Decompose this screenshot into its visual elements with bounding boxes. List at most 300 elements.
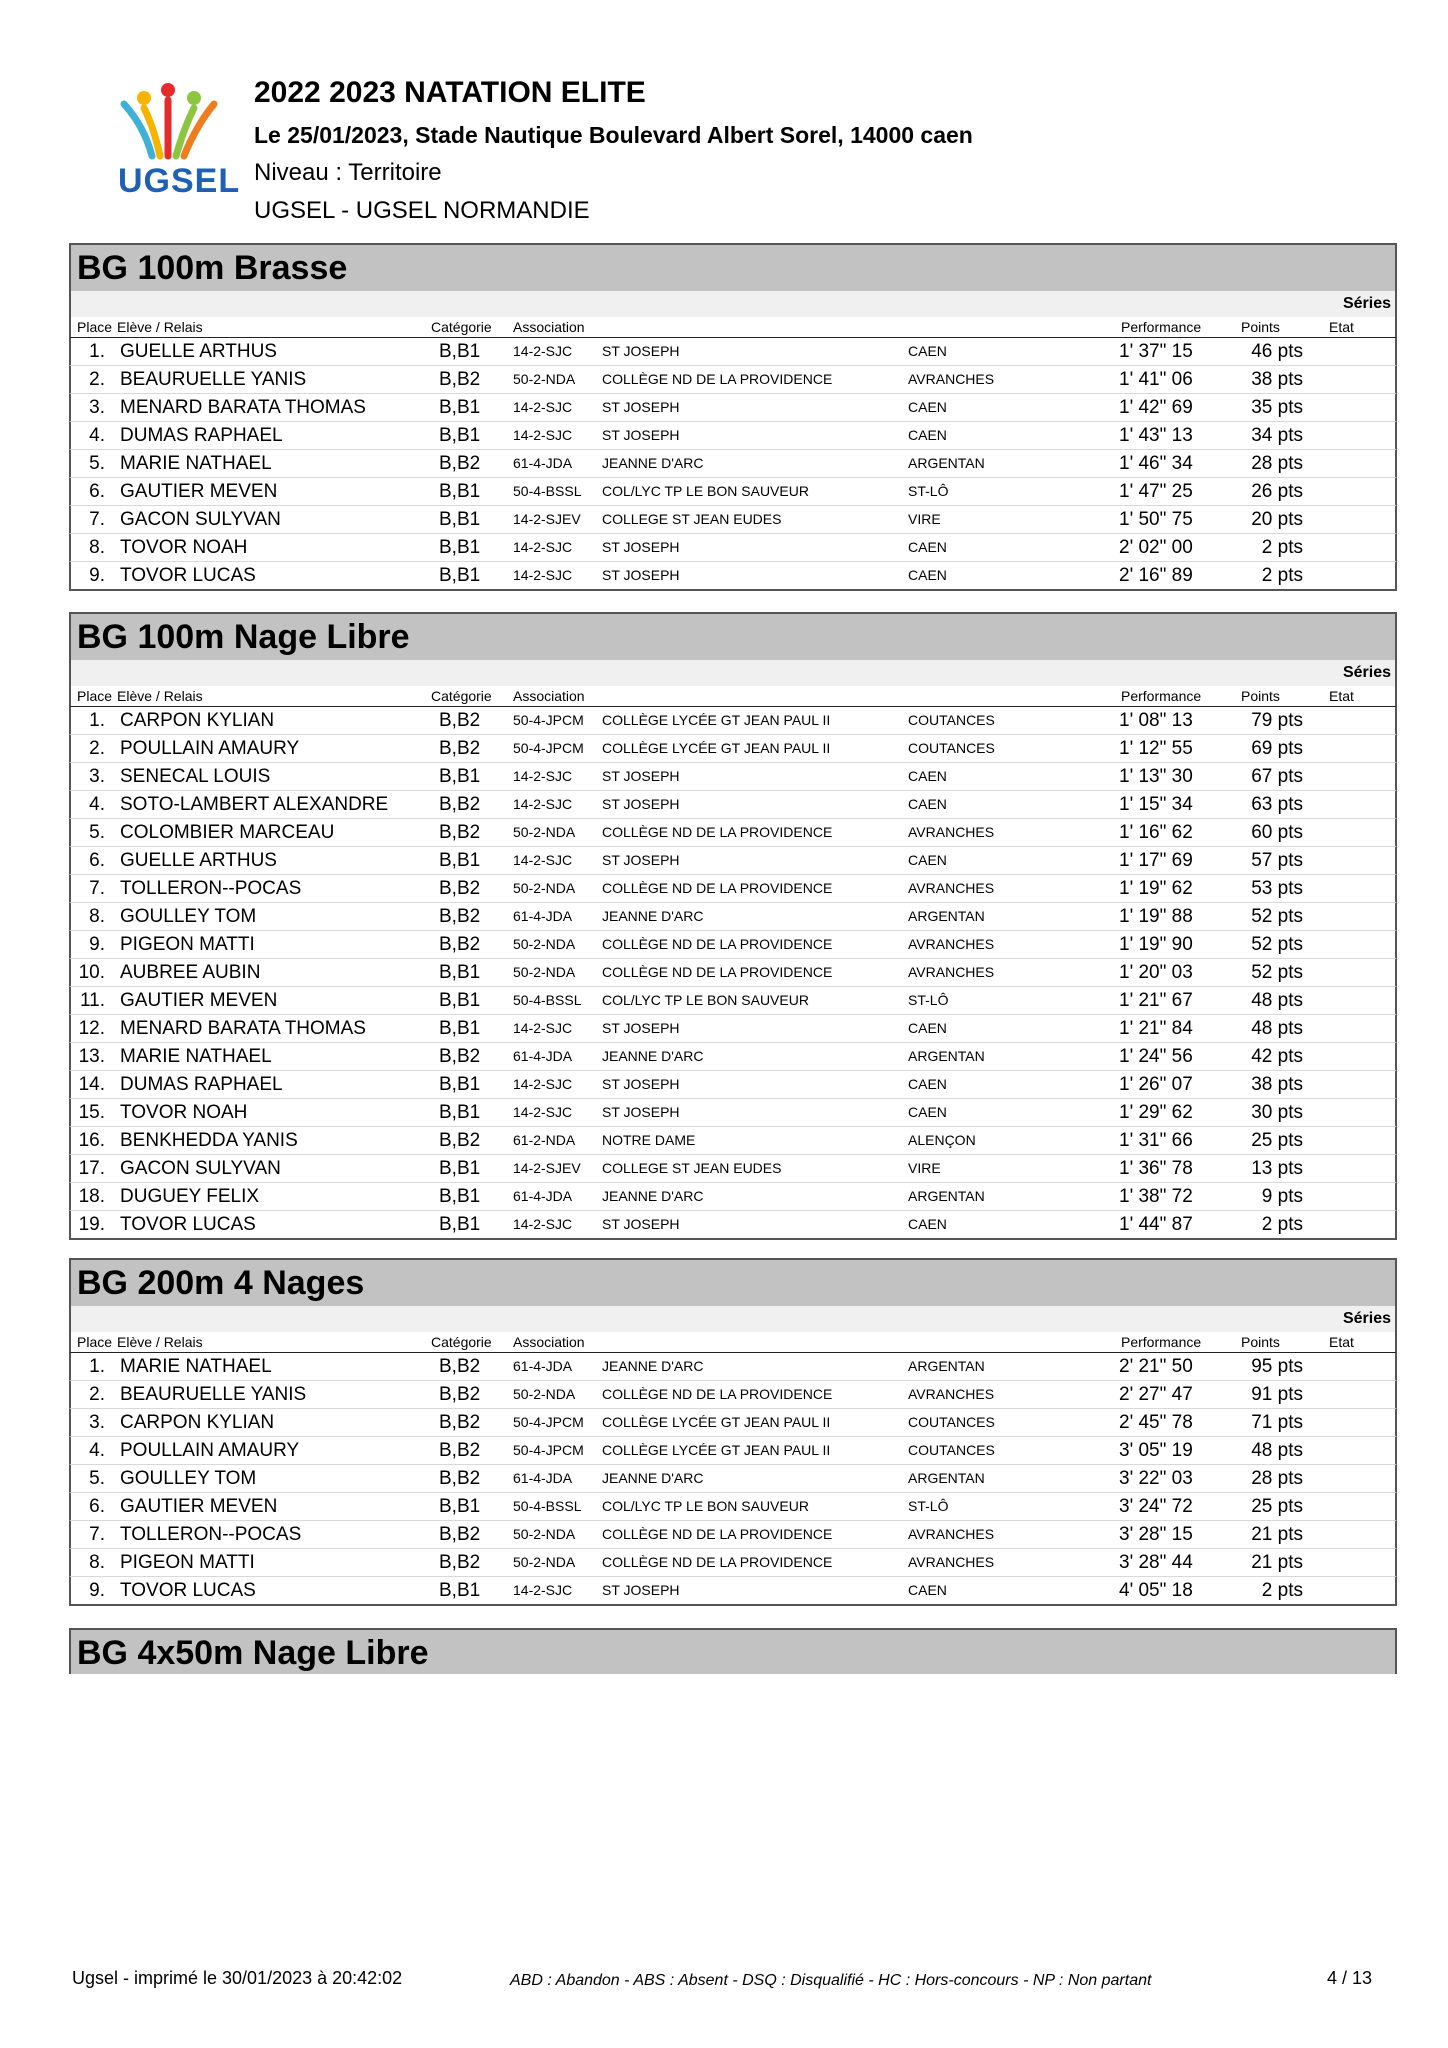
points-cell: 48 pts [1251,990,1303,1011]
category-cell: B,B1 [439,537,481,558]
city-cell: ARGENTAN [908,1188,985,1204]
city-cell: ST-LÔ [908,992,949,1008]
category-cell: B,B2 [439,822,481,843]
points-cell: 25 pts [1251,1496,1303,1517]
table-row [69,562,1397,591]
association-code-cell: 50-2-NDA [513,371,576,387]
school-cell: COLLÈGE ND DE LA PROVIDENCE [602,880,833,896]
association-code-cell: 50-4-BSSL [513,483,582,499]
points-cell: 52 pts [1251,934,1303,955]
category-cell: B,B1 [439,850,481,871]
city-cell: CAEN [908,1076,947,1092]
swimmer-name-cell: AUBREE AUBIN [120,962,261,983]
city-cell: ARGENTAN [908,1358,985,1374]
association-code-cell: 61-4-JDA [513,1358,573,1374]
association-code-cell: 61-4-JDA [513,908,573,924]
place-cell: 2. [89,1384,105,1405]
performance-cell: 1' 38" 72 [1119,1186,1193,1207]
association-code-cell: 14-2-SJEV [513,511,581,527]
points-cell: 69 pts [1251,738,1303,759]
swimmer-name-cell: POULLAIN AMAURY [120,738,300,759]
column-header-place: Place [77,1334,113,1350]
table-row [69,1409,1397,1437]
association-code-cell: 14-2-SJC [513,1076,573,1092]
table-row [69,1043,1397,1071]
table-row [69,735,1397,763]
swimmer-name-cell: TOVOR NOAH [120,1102,248,1123]
swimmer-name-cell: MARIE NATHAEL [120,1356,272,1377]
association-code-cell: 14-2-SJC [513,343,573,359]
association-code-cell: 14-2-SJC [513,796,573,812]
city-cell: COUTANCES [908,740,995,756]
place-cell: 16. [78,1130,105,1151]
performance-cell: 1' 44" 87 [1119,1214,1193,1235]
category-cell: B,B2 [439,934,481,955]
place-cell: 4. [89,1440,105,1461]
column-header-points: Points [1241,319,1280,335]
performance-cell: 2' 45" 78 [1119,1412,1193,1433]
school-cell: COLLÈGE ND DE LA PROVIDENCE [602,936,833,952]
swimmer-name-cell: DUMAS RAPHAEL [120,1074,283,1095]
swimmer-name-cell: CARPON KYLIAN [120,710,275,731]
column-header-performance: Performance [1121,688,1202,704]
event-header [69,1628,1397,1674]
school-cell: ST JOSEPH [602,1020,680,1036]
association-code-cell: 50-2-NDA [513,1554,576,1570]
category-cell: B,B2 [439,710,481,731]
organization-name: UGSEL - UGSEL NORMANDIE [254,197,590,224]
school-cell: COLLÈGE LYCÉE GT JEAN PAUL II [602,1442,831,1458]
points-cell: 79 pts [1251,710,1303,731]
swimmer-name-cell: BENKHEDDA YANIS [120,1130,298,1151]
swimmer-name-cell: MARIE NATHAEL [120,1046,272,1067]
event-section [69,243,1397,591]
association-code-cell: 50-2-NDA [513,936,576,952]
place-cell: 6. [89,1496,105,1517]
place-cell: 12. [78,1018,105,1039]
school-cell: ST JOSEPH [602,1104,680,1120]
table-row [69,1353,1397,1381]
city-cell: ARGENTAN [908,455,985,471]
place-cell: 8. [89,537,105,558]
page-title: 2022 2023 NATATION ELITE [254,76,646,109]
competition-level: Niveau : Territoire [254,159,442,186]
category-cell: B,B1 [439,1580,481,1601]
place-cell: 3. [89,397,105,418]
category-cell: B,B2 [439,1524,481,1545]
table-row [69,819,1397,847]
table-row [69,1071,1397,1099]
city-cell: AVRANCHES [908,964,995,980]
series-band [69,1306,1397,1332]
association-code-cell: 14-2-SJC [513,567,573,583]
points-cell: 2 pts [1261,1580,1303,1601]
school-cell: NOTRE DAME [602,1132,696,1148]
swimmer-figures-icon [104,76,232,166]
place-cell: 17. [78,1158,105,1179]
city-cell: ARGENTAN [908,908,985,924]
association-code-cell: 14-2-SJC [513,768,573,784]
performance-cell: 3' 22" 03 [1119,1468,1193,1489]
points-cell: 28 pts [1251,1468,1303,1489]
table-row [69,1493,1397,1521]
table-row [69,1015,1397,1043]
performance-cell: 1' 12" 55 [1119,738,1193,759]
table-row [69,1437,1397,1465]
column-header-name: Elève / Relais [117,688,203,704]
association-code-cell: 50-2-NDA [513,1526,576,1542]
points-cell: 38 pts [1251,369,1303,390]
points-cell: 28 pts [1251,453,1303,474]
city-cell: AVRANCHES [908,936,995,952]
school-cell: ST JOSEPH [602,1216,680,1232]
city-cell: AVRANCHES [908,371,995,387]
column-header-association: Association [513,688,585,704]
school-cell: COLLÈGE ND DE LA PROVIDENCE [602,824,833,840]
points-cell: 95 pts [1251,1356,1303,1377]
performance-cell: 1' 47" 25 [1119,481,1193,502]
city-cell: CAEN [908,399,947,415]
performance-cell: 1' 37" 15 [1119,341,1193,362]
print-timestamp: Ugsel - imprimé le 30/01/2023 à 20:42:02 [72,1968,403,1988]
category-cell: B,B2 [439,1046,481,1067]
points-cell: 13 pts [1251,1158,1303,1179]
association-code-cell: 14-2-SJC [513,539,573,555]
city-cell: CAEN [908,796,947,812]
table-row [69,1381,1397,1409]
place-cell: 5. [89,453,105,474]
table-row [69,1465,1397,1493]
event-title: BG 100m Brasse [77,249,348,287]
category-cell: B,B2 [439,878,481,899]
column-header-points: Points [1241,688,1280,704]
swimmer-name-cell: CARPON KYLIAN [120,1412,275,1433]
points-cell: 63 pts [1251,794,1303,815]
place-cell: 13. [78,1046,105,1067]
school-cell: ST JOSEPH [602,539,680,555]
table-row [69,534,1397,562]
column-header-category: Catégorie [431,319,492,335]
series-label: Séries [1342,1310,1391,1327]
place-cell: 15. [78,1102,105,1123]
association-code-cell: 61-4-JDA [513,1048,573,1064]
event-section [69,1258,1397,1606]
association-code-cell: 61-2-NDA [513,1132,576,1148]
school-cell: COLLÈGE ND DE LA PROVIDENCE [602,371,833,387]
association-code-cell: 14-2-SJC [513,399,573,415]
table-row [69,763,1397,791]
city-cell: ARGENTAN [908,1470,985,1486]
swimmer-name-cell: SOTO-LAMBERT ALEXANDRE [120,794,389,815]
city-cell: CAEN [908,1104,947,1120]
city-cell: CAEN [908,567,947,583]
table-row [69,959,1397,987]
points-cell: 91 pts [1251,1384,1303,1405]
city-cell: COUTANCES [908,1442,995,1458]
association-code-cell: 50-4-JPCM [513,740,584,756]
city-cell: COUTANCES [908,1414,995,1430]
school-cell: JEANNE D'ARC [602,1358,704,1374]
category-cell: B,B2 [439,369,481,390]
performance-cell: 1' 15" 34 [1119,794,1193,815]
swimmer-name-cell: TOLLERON--POCAS [120,878,302,899]
table-row [69,394,1397,422]
table-row [69,903,1397,931]
column-header-performance: Performance [1121,1334,1202,1350]
place-cell: 7. [89,509,105,530]
school-cell: COLLÈGE ND DE LA PROVIDENCE [602,964,833,980]
category-cell: B,B2 [439,1552,481,1573]
category-cell: B,B1 [439,565,481,586]
city-cell: AVRANCHES [908,1554,995,1570]
column-header-state: Etat [1329,688,1354,704]
swimmer-name-cell: BEAURUELLE YANIS [120,369,307,390]
category-cell: B,B2 [439,738,481,759]
school-cell: JEANNE D'ARC [602,455,704,471]
column-header-performance: Performance [1121,319,1202,335]
column-header-association: Association [513,319,585,335]
association-code-cell: 14-2-SJC [513,1582,573,1598]
column-header-name: Elève / Relais [117,1334,203,1350]
place-cell: 1. [89,341,105,362]
swimmer-name-cell: DUGUEY FELIX [120,1186,260,1207]
city-cell: CAEN [908,427,947,443]
performance-cell: 3' 05" 19 [1119,1440,1193,1461]
performance-cell: 1' 08" 13 [1119,710,1193,731]
swimmer-name-cell: COLOMBIER MARCEAU [120,822,335,843]
column-header-row [69,317,1397,338]
column-header-name: Elève / Relais [117,319,203,335]
place-cell: 14. [78,1074,105,1095]
place-cell: 5. [89,1468,105,1489]
school-cell: ST JOSEPH [602,1582,680,1598]
performance-cell: 2' 16" 89 [1119,565,1193,586]
school-cell: COLLÈGE ND DE LA PROVIDENCE [602,1526,833,1542]
table-row [69,1099,1397,1127]
city-cell: VIRE [908,1160,941,1176]
points-cell: 34 pts [1251,425,1303,446]
category-cell: B,B1 [439,425,481,446]
table-row [69,707,1397,735]
association-code-cell: 14-2-SJEV [513,1160,581,1176]
school-cell: JEANNE D'ARC [602,908,704,924]
performance-cell: 1' 46" 34 [1119,453,1193,474]
points-cell: 52 pts [1251,906,1303,927]
event-title: BG 200m 4 Nages [77,1264,365,1302]
performance-cell: 1' 42" 69 [1119,397,1193,418]
swimmer-name-cell: TOVOR LUCAS [120,1580,256,1601]
page-number: 4 / 13 [1326,1968,1372,1988]
swimmer-name-cell: GAUTIER MEVEN [120,990,278,1011]
swimmer-name-cell: BEAURUELLE YANIS [120,1384,307,1405]
event-title: BG 100m Nage Libre [77,618,410,656]
category-cell: B,B1 [439,1158,481,1179]
performance-cell: 1' 17" 69 [1119,850,1193,871]
place-cell: 4. [89,425,105,446]
points-cell: 30 pts [1251,1102,1303,1123]
school-cell: COL/LYC TP LE BON SAUVEUR [602,483,809,499]
city-cell: CAEN [908,1020,947,1036]
swimmer-name-cell: MENARD BARATA THOMAS [120,1018,366,1039]
school-cell: ST JOSEPH [602,768,680,784]
event-header [69,612,1397,660]
city-cell: ST-LÔ [908,1498,949,1514]
performance-cell: 1' 19" 62 [1119,878,1193,899]
points-cell: 2 pts [1261,537,1303,558]
school-cell: COLLEGE ST JEAN EUDES [602,1160,782,1176]
table-row [69,422,1397,450]
series-band [69,660,1397,686]
event-section [69,612,1397,1240]
swimmer-name-cell: TOLLERON--POCAS [120,1524,302,1545]
swimmer-name-cell: GUELLE ARTHUS [120,341,277,362]
school-cell: ST JOSEPH [602,427,680,443]
points-cell: 21 pts [1251,1524,1303,1545]
swimmer-name-cell: GUELLE ARTHUS [120,850,277,871]
city-cell: AVRANCHES [908,824,995,840]
place-cell: 2. [89,738,105,759]
city-cell: ALENÇON [908,1132,976,1148]
place-cell: 18. [78,1186,105,1207]
school-cell: COLLÈGE ND DE LA PROVIDENCE [602,1554,833,1570]
school-cell: ST JOSEPH [602,343,680,359]
place-cell: 9. [89,1580,105,1601]
category-cell: B,B1 [439,990,481,1011]
performance-cell: 3' 28" 15 [1119,1524,1193,1545]
table-row [69,338,1397,366]
city-cell: ARGENTAN [908,1048,985,1064]
performance-cell: 1' 50" 75 [1119,509,1193,530]
table-row [69,1155,1397,1183]
category-cell: B,B1 [439,766,481,787]
table-row [69,791,1397,819]
table-row [69,875,1397,903]
points-cell: 67 pts [1251,766,1303,787]
swimmer-name-cell: TOVOR LUCAS [120,1214,256,1235]
city-cell: AVRANCHES [908,880,995,896]
column-header-row [69,686,1397,707]
category-cell: B,B1 [439,1214,481,1235]
performance-cell: 4' 05" 18 [1119,1580,1193,1601]
points-cell: 9 pts [1261,1186,1303,1207]
school-cell: ST JOSEPH [602,796,680,812]
swimmer-name-cell: GAUTIER MEVEN [120,481,278,502]
place-cell: 3. [89,1412,105,1433]
category-cell: B,B1 [439,1074,481,1095]
place-cell: 5. [89,822,105,843]
city-cell: ST-LÔ [908,483,949,499]
association-code-cell: 50-4-JPCM [513,1442,584,1458]
swimmer-name-cell: GOULLEY TOM [120,1468,257,1489]
performance-cell: 1' 20" 03 [1119,962,1193,983]
points-cell: 26 pts [1251,481,1303,502]
association-code-cell: 50-4-JPCM [513,1414,584,1430]
points-cell: 48 pts [1251,1018,1303,1039]
city-cell: AVRANCHES [908,1386,995,1402]
city-cell: CAEN [908,343,947,359]
points-cell: 48 pts [1251,1440,1303,1461]
place-cell: 4. [89,794,105,815]
column-header-category: Catégorie [431,1334,492,1350]
swimmer-name-cell: POULLAIN AMAURY [120,1440,300,1461]
category-cell: B,B1 [439,962,481,983]
points-cell: 57 pts [1251,850,1303,871]
points-cell: 21 pts [1251,1552,1303,1573]
series-band [69,291,1397,317]
school-cell: JEANNE D'ARC [602,1048,704,1064]
place-cell: 8. [89,1552,105,1573]
swimmer-name-cell: MARIE NATHAEL [120,453,272,474]
swimmer-name-cell: GOULLEY TOM [120,906,257,927]
school-cell: COL/LYC TP LE BON SAUVEUR [602,992,809,1008]
city-cell: CAEN [908,852,947,868]
association-code-cell: 61-4-JDA [513,1470,573,1486]
category-cell: B,B1 [439,509,481,530]
points-cell: 38 pts [1251,1074,1303,1095]
association-code-cell: 14-2-SJC [513,1216,573,1232]
performance-cell: 1' 26" 07 [1119,1074,1193,1095]
points-cell: 52 pts [1251,962,1303,983]
page-footer [72,1968,1372,1998]
points-cell: 46 pts [1251,341,1303,362]
school-cell: COLLÈGE LYCÉE GT JEAN PAUL II [602,712,831,728]
swimmer-name-cell: DUMAS RAPHAEL [120,425,283,446]
event-location: Le 25/01/2023, Stade Nautique Boulevard Albert Sorel, 14000 caen [254,122,973,148]
association-code-cell: 50-2-NDA [513,880,576,896]
table-row [69,1127,1397,1155]
school-cell: ST JOSEPH [602,567,680,583]
table-row [69,366,1397,394]
city-cell: CAEN [908,1582,947,1598]
performance-cell: 1' 19" 88 [1119,906,1193,927]
school-cell: COLLÈGE LYCÉE GT JEAN PAUL II [602,1414,831,1430]
place-cell: 9. [89,934,105,955]
table-row [69,1577,1397,1606]
place-cell: 1. [89,710,105,731]
place-cell: 8. [89,906,105,927]
association-code-cell: 50-4-BSSL [513,992,582,1008]
performance-cell: 1' 43" 13 [1119,425,1193,446]
place-cell: 3. [89,766,105,787]
swimmer-name-cell: PIGEON MATTI [120,934,255,955]
city-cell: CAEN [908,1216,947,1232]
place-cell: 6. [89,481,105,502]
points-cell: 25 pts [1251,1130,1303,1151]
association-code-cell: 50-2-NDA [513,964,576,980]
association-code-cell: 14-2-SJC [513,852,573,868]
table-row [69,506,1397,534]
points-cell: 2 pts [1261,1214,1303,1235]
category-cell: B,B1 [439,341,481,362]
category-cell: B,B1 [439,1018,481,1039]
category-cell: B,B2 [439,1384,481,1405]
association-code-cell: 50-2-NDA [513,824,576,840]
city-cell: CAEN [908,768,947,784]
performance-cell: 1' 21" 84 [1119,1018,1193,1039]
school-cell: ST JOSEPH [602,852,680,868]
category-cell: B,B1 [439,1186,481,1207]
status-legend: ABD : Abandon - ABS : Absent - DSQ : Disqualifié - HC : Hors-concours - NP : Non partant [510,1972,1152,1989]
school-cell: JEANNE D'ARC [602,1188,704,1204]
performance-cell: 1' 29" 62 [1119,1102,1193,1123]
column-header-points: Points [1241,1334,1280,1350]
school-cell: JEANNE D'ARC [602,1470,704,1486]
column-header-place: Place [77,688,113,704]
performance-cell: 2' 21" 50 [1119,1356,1193,1377]
series-label: Séries [1342,295,1391,312]
performance-cell: 1' 13" 30 [1119,766,1193,787]
category-cell: B,B1 [439,481,481,502]
